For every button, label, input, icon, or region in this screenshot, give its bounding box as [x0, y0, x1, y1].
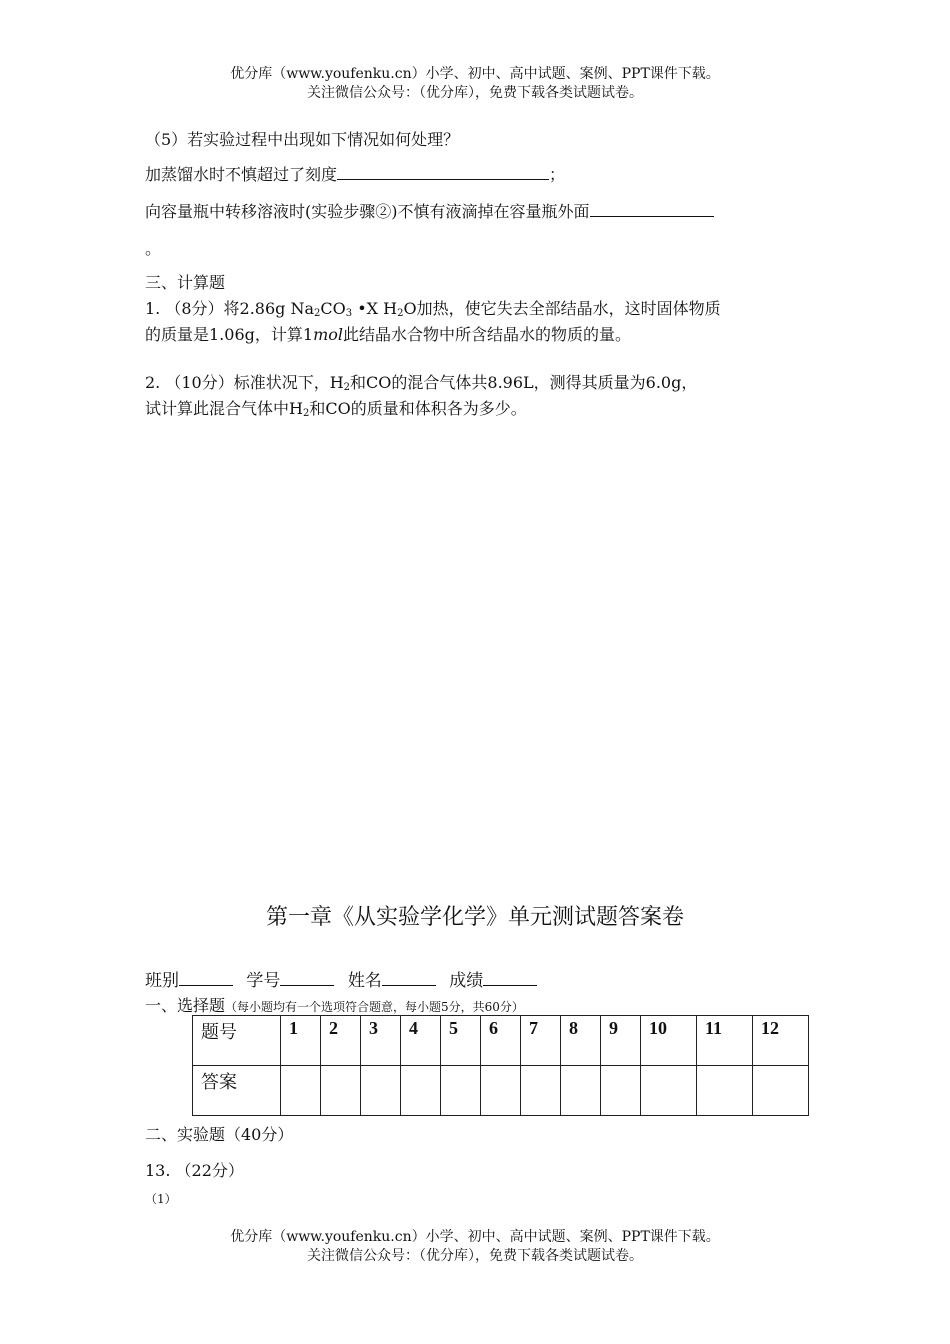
- number-cell: 12: [753, 1016, 809, 1066]
- calc-question-1-line2: [145, 322, 631, 345]
- answer-cell[interactable]: [321, 1066, 361, 1116]
- answer-table: [192, 1015, 809, 1116]
- table-row: [193, 1016, 809, 1066]
- name-blank[interactable]: [382, 969, 436, 986]
- row-number-label: 题号: [193, 1016, 281, 1066]
- number-cell: 2: [321, 1016, 361, 1066]
- answer-sheet-title: 第一章《从实验学化学》单元测试题答案卷: [265, 905, 684, 930]
- q2-text-b: 和CO的混合气体共8.96L，测得其质量为6.0g，: [350, 373, 698, 392]
- answer-cell[interactable]: [401, 1066, 441, 1116]
- calc-question-2-line2: [145, 396, 527, 419]
- q1-sub-3: 2: [397, 308, 404, 319]
- score-label: 成绩: [449, 971, 484, 991]
- header-line-1: 优分库（www.youfenku.cn）小学、初中、高中试题、案例、PPT课件下载。: [230, 66, 720, 82]
- row-answer-label: 答案: [193, 1066, 281, 1116]
- question13-title: 13. （22分）: [145, 1161, 244, 1180]
- number-cell: 7: [521, 1016, 561, 1066]
- q1-text-c: •X H: [352, 299, 398, 318]
- id-blank[interactable]: [280, 969, 334, 986]
- calc-question-2-line1: [145, 370, 697, 393]
- answer-cell[interactable]: [521, 1066, 561, 1116]
- q1-text-a: 1. （8分）将2.86g Na: [145, 299, 315, 318]
- number-cell: 3: [361, 1016, 401, 1066]
- q1-text-b: CO: [320, 299, 346, 318]
- question5-case1: [145, 162, 565, 185]
- question5-case2: [145, 199, 714, 222]
- q1-text-d: O加热，使它失去全部结晶水，这时固体物质: [403, 299, 721, 318]
- case2-text: 向容量瓶中转移溶液时(实验步骤②)不慎有液滴掉在容量瓶外面: [145, 202, 590, 221]
- section3-title: 三、计算题: [145, 273, 226, 292]
- answer-cell[interactable]: [561, 1066, 601, 1116]
- number-cell: 9: [601, 1016, 641, 1066]
- q1-sub-1: 2: [314, 308, 321, 319]
- q2-sub-2: 2: [302, 408, 310, 419]
- q1-text-f: 此结晶水合物中所含结晶水的物质的量。: [342, 325, 631, 344]
- calc-question-1-line1: [145, 296, 721, 319]
- case1-blank[interactable]: [337, 163, 549, 180]
- answer-cell[interactable]: [697, 1066, 753, 1116]
- class-label: 班别: [145, 971, 179, 991]
- number-cell: 11: [697, 1016, 753, 1066]
- answer-cell[interactable]: [601, 1066, 641, 1116]
- q1-mol: mol: [313, 325, 343, 344]
- q2-text-d: 和CO的质量和体积各为多少。: [309, 399, 527, 418]
- q2-text-a: 2. （10分）标准状况下，H: [145, 373, 344, 392]
- number-cell: 6: [481, 1016, 521, 1066]
- answer-cell[interactable]: [753, 1066, 809, 1116]
- number-cell: 1: [281, 1016, 321, 1066]
- answer-cell[interactable]: [641, 1066, 697, 1116]
- score-blank[interactable]: [483, 969, 537, 986]
- header-line-2: 关注微信公众号：（优分库），免费下载各类试题试卷。: [307, 85, 643, 101]
- footer-line-1: 优分库（www.youfenku.cn）小学、初中、高中试题、案例、PPT课件下载。: [230, 1229, 720, 1245]
- answer-cell[interactable]: [441, 1066, 481, 1116]
- section1-heading: [145, 993, 524, 1016]
- question5-case2-end: 。: [145, 239, 162, 258]
- student-info-row: [145, 966, 537, 991]
- number-cell: 10: [641, 1016, 697, 1066]
- case2-blank[interactable]: [590, 200, 714, 217]
- q2-text-c: 试计算此混合气体中H: [145, 399, 303, 418]
- footer-line-2: 关注微信公众号：（优分库），免费下载各类试题试卷。: [307, 1248, 643, 1264]
- case1-text: 加蒸馏水时不慎超过了刻度: [145, 165, 338, 184]
- number-cell: 4: [401, 1016, 441, 1066]
- name-label: 姓名: [347, 971, 382, 991]
- question5-prompt: （5）若实验过程中出现如下情况如何处理？: [145, 130, 460, 149]
- section2-title: 二、实验题（40分）: [145, 1125, 294, 1144]
- number-cell: 8: [561, 1016, 601, 1066]
- answer-cell[interactable]: [481, 1066, 521, 1116]
- section1-note: （每小题均有一个选项符合题意，每小题5分，共60分）: [225, 1000, 524, 1014]
- q1-text-e: 的质量是1.06g，计算1: [145, 325, 314, 344]
- table-row: [193, 1066, 809, 1116]
- section1-title: 一、选择题: [145, 996, 226, 1015]
- case1-end: ；: [549, 165, 566, 184]
- answer-cell[interactable]: [361, 1066, 401, 1116]
- q2-sub-1: 2: [343, 382, 351, 393]
- question13-part1: （1）: [145, 1192, 177, 1206]
- number-cell: 5: [441, 1016, 481, 1066]
- answer-cell[interactable]: [281, 1066, 321, 1116]
- q1-sub-2: 3: [345, 308, 353, 319]
- class-blank[interactable]: [179, 969, 233, 986]
- id-label: 学号: [246, 971, 281, 991]
